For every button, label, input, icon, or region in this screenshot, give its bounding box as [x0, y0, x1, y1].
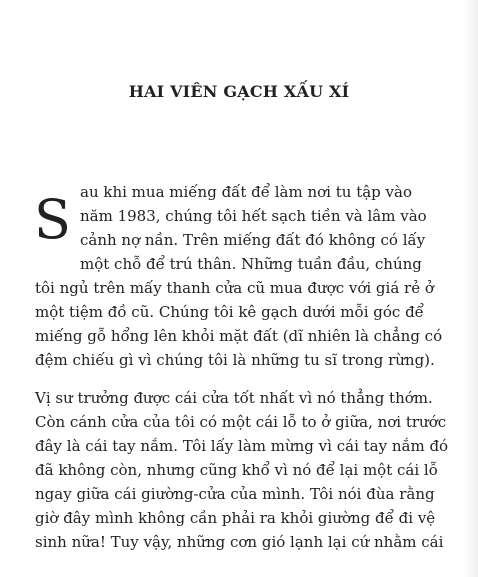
text-line: năm 1983, chúng tôi hết sạch tiền và lâm vào: [80, 207, 427, 225]
text-line: Còn cánh cửa của tôi có một cái lỗ to ở giữa, nơi trước: [35, 413, 447, 431]
chapter-title: HAI VIÊN GẠCH XẤU XÍ: [128, 82, 350, 101]
text-line: đã không còn, nhưng cũng khổ vì nó để lại một cái lỗ: [35, 461, 438, 479]
text-line: au khi mua miếng đất để làm nơi tu tập vào: [80, 183, 412, 201]
text-line: một chỗ để trú thân. Những tuần đầu, chúng: [80, 255, 422, 273]
text-line: Vị sư trưởng được cái cửa tốt nhất vì nó thẳng thớm.: [35, 389, 433, 407]
text-line: đệm chiếu gì vì chúng tôi là những tu sĩ trong rừng).: [35, 351, 435, 369]
text-line: sinh nữa! Tuy vậy, những cơn gió lạnh lại cứ nhằm cái: [35, 533, 444, 551]
text-line: tôi ngủ trên mấy thanh cửa cũ mua được với giá rẻ ở: [35, 279, 434, 297]
text-line: ngay giữa cái giường-cửa của mình. Tôi nói đùa rằng: [35, 485, 435, 503]
body-text: [35, 180, 455, 554]
text-line: giờ đây mình không cần phải ra khỏi giường để đi vệ: [35, 509, 436, 527]
text-line: miếng gỗ hổng lên khỏi mặt đất (dĩ nhiên là chẳng có: [35, 327, 443, 345]
paragraph-1: [35, 180, 455, 372]
drop-cap: S: [34, 188, 71, 251]
text-line: đây là cái tay nắm. Tôi lấy làm mừng vì cái tay nắm đó: [35, 437, 449, 455]
text-line: cảnh nợ nần. Trên miếng đất đó không có lấy: [80, 231, 426, 249]
paragraph-2: [35, 386, 455, 554]
text-line: một tiệm đồ cũ. Chúng tôi kê gạch dưới mỗi góc để: [35, 303, 424, 321]
